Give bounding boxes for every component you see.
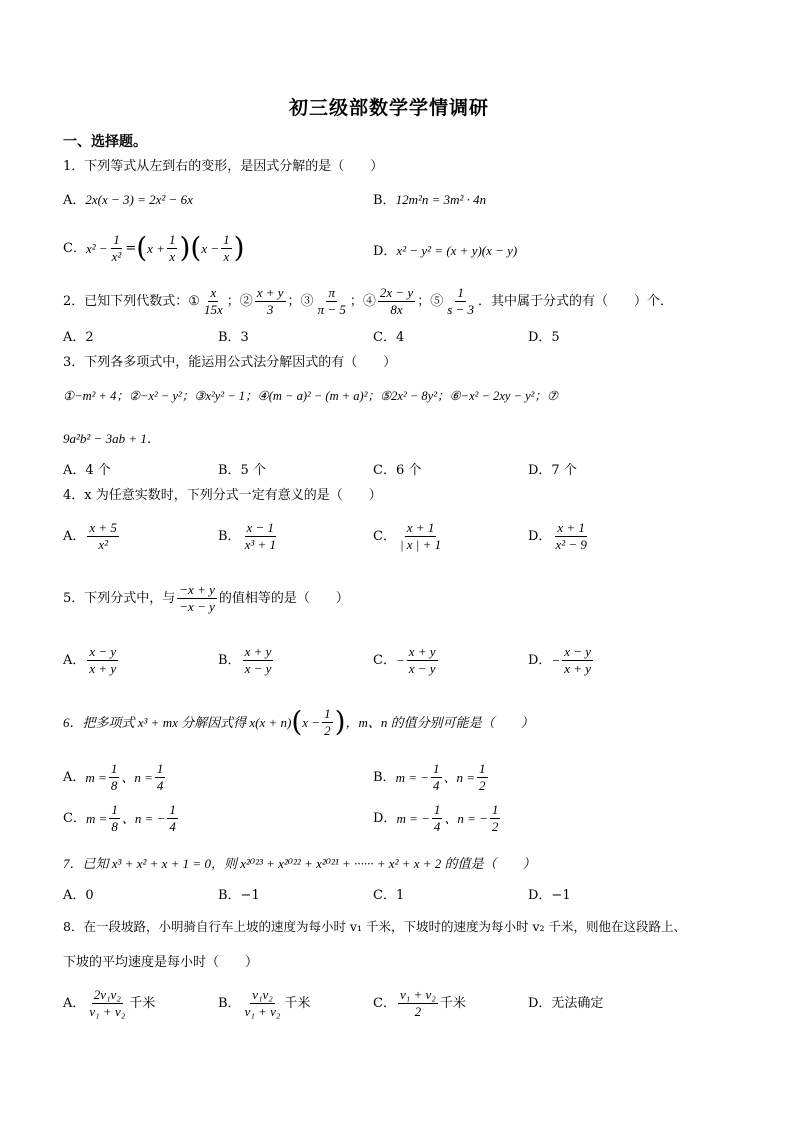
q3-option-d: D．7 个: [528, 463, 577, 478]
q1-a-label: A．: [63, 193, 86, 208]
q1-a-expr: 2x(x − 3) = 2x² − 6x: [85, 192, 193, 207]
q4-a-frac: $\frac{x + 5}{\text{x²}}$: [89, 520, 117, 552]
q5-stem-post: 的值相等的是（ ）: [218, 590, 349, 606]
q2-frac3: $\frac{\pi}{\pi - 5}$: [317, 285, 346, 317]
q6-option-c: [63, 803, 180, 833]
q5-a-label: A．: [63, 652, 86, 668]
q6-d-frac1: $\frac{1}{4}$: [433, 802, 441, 834]
q8-option-b: [218, 988, 310, 1018]
q4-d-label: D．: [528, 528, 552, 544]
q5-b-frac: $\frac{x + y}{x - y}$: [244, 644, 272, 676]
q6-d-m: m = −: [396, 810, 430, 826]
q5-c-label: C．: [373, 652, 396, 668]
q1-d-label: D．: [373, 244, 397, 259]
q6-c-label: C．: [63, 810, 86, 826]
q5-d-label: D．: [528, 652, 552, 668]
q8-a-label: A．: [63, 995, 86, 1011]
q2-c1: ①: [188, 293, 200, 309]
q2-frac2: $\frac{x + y}{3}$: [256, 285, 284, 317]
q4-b-frac: $\frac{x - 1}{\text{x³ + 1}}$: [244, 520, 277, 552]
q2-stem-text: 2．已知下列代数式：: [63, 293, 189, 309]
q2-c3: ；③: [287, 293, 314, 309]
q8-option-a: [63, 988, 155, 1018]
q1-b-expr: 12m²n = 3m² · 4n: [395, 192, 487, 207]
q2-c4: ；④: [349, 293, 376, 309]
q3-option-c: C．6 个: [373, 463, 422, 478]
q5-stem: [63, 583, 349, 613]
q8-line1: 8．在一段坡路，小明骑自行车上坡的速度为每小时 v₁ 千米，下坡时的速度为每小时 v₂ 千米，则他在这段路上、: [63, 919, 686, 934]
q8-b-unit: 千米: [284, 995, 311, 1011]
q4-stem: 4．x 为任意实数时，下列分式一定有意义的是（ ）: [63, 488, 382, 503]
q8-option-c: [373, 988, 466, 1018]
q1-c-frac2: $\frac{1}{x}$: [168, 232, 176, 264]
q6-d-label: D．: [373, 810, 397, 826]
q6-stem-term: x −: [302, 714, 321, 730]
q1-stem: 1．下列等式从左到右的变形，是因式分解的是（ ）: [63, 159, 384, 174]
q1-c-frac: $\frac{1}{\text{x²}}$: [111, 232, 122, 264]
q6-b-m: m = −: [395, 769, 429, 785]
q7-option-b: B．−1: [218, 888, 260, 903]
q8-b-label: B．: [218, 995, 241, 1011]
q6-stem: 6．把多项式 x³ + mx 分解因式得 x(x + n) ( x − $\frac{1}{2}$ ) ，m、n 的值分别可能是（ ）: [63, 705, 534, 739]
q5-c-frac: $\frac{x + y}{x - y}$: [408, 644, 436, 676]
q7-option-a: A．0: [63, 888, 94, 903]
q7-option-d: D．−1: [528, 888, 571, 903]
q2-tail: ．其中属于分式的有（ ）个．: [478, 293, 674, 309]
q2-frac5: $\frac{1}{s - 3}$: [447, 285, 475, 317]
q8-a-frac: $\frac{\text{2v₁v₂}}{\text{v₁ + v₂}}$: [89, 987, 126, 1019]
q2-frac4: $\frac{2x - y}{8x}$: [379, 285, 414, 317]
q4-d-frac: $\frac{x + 1}{\text{x² − 9}}$: [555, 520, 587, 552]
q4-option-c: [373, 521, 445, 551]
q1-c-term2: x −: [201, 240, 220, 256]
q1-c-lhs: x² −: [85, 240, 108, 256]
q8-c-unit: 千米: [439, 995, 466, 1011]
q1-option-c: C． x² − $\frac{1}{\text{x²}}$ = ( x + $\frac{1}{x}$ ) ( x − $\frac{1}{x}$ ): [63, 231, 245, 265]
q4-b-label: B．: [218, 528, 241, 544]
q8-c-label: C．: [373, 995, 396, 1011]
q3-line2: 9a²b² − 3ab + 1．: [63, 431, 160, 446]
q6-stem-pre: 6．把多项式 x³ + mx 分解因式得 x(x + n): [63, 714, 292, 730]
q6-c-frac1: $\frac{1}{8}$: [111, 802, 118, 834]
q8-b-frac: $\frac{\text{v₁v₂}}{\text{v₁ + v₂}}$: [244, 987, 281, 1019]
q5-b-label: B．: [218, 652, 241, 668]
q6-a-n: 、n =: [121, 769, 153, 785]
q8-line2: 下坡的平均速度是每小时（ ）: [63, 955, 259, 970]
q2-c2: ；②: [226, 293, 253, 309]
q6-a-frac2: $\frac{1}{4}$: [156, 761, 164, 793]
q4-option-a: [63, 521, 121, 551]
q1-option-a: [63, 193, 193, 207]
q6-b-frac1: $\frac{1}{4}$: [433, 761, 440, 793]
q4-a-label: A．: [63, 528, 86, 544]
q3-stem: 3．下列各多项式中，能运用公式法分解因式的有（ ）: [63, 355, 397, 370]
q6-c-m: m =: [85, 810, 108, 826]
q6-stem-frac: $\frac{1}{2}$: [324, 706, 331, 738]
q3-option-b: B．5 个: [218, 463, 266, 478]
q8-option-d: D．无法确定: [528, 996, 604, 1011]
q2-c5: ；⑤: [417, 293, 444, 309]
q5-stem-pre: 5．下列分式中，与: [63, 590, 176, 606]
q1-c-frac3: $\frac{1}{x}$: [223, 232, 230, 264]
q4-option-d: [528, 521, 591, 551]
q5-option-a: [63, 645, 120, 675]
q6-a-frac1: $\frac{1}{8}$: [110, 761, 118, 793]
q8-c-frac: $\frac{\text{v₁ + v₂}}{2}$: [399, 987, 436, 1019]
q5-option-d: [528, 645, 595, 675]
q2-option-b: B．3: [218, 330, 249, 345]
q6-c-n: 、n = −: [121, 810, 166, 826]
q1-c-term1: x +: [147, 240, 165, 256]
q2-option-a: A．2: [63, 330, 94, 345]
q6-b-n: 、n =: [443, 769, 476, 785]
q6-d-frac2: $\frac{1}{2}$: [491, 802, 499, 834]
page-title: 初三级部数学学情调研: [289, 97, 490, 119]
q6-option-a: [63, 762, 167, 792]
q1-d-expr: x² − y² = (x + y)(x − y): [396, 243, 518, 258]
q5-c-minus: −: [395, 652, 405, 668]
q6-b-label: B．: [373, 769, 396, 785]
q4-c-label: C．: [373, 528, 396, 544]
q5-a-frac: $\frac{x - y}{x + y}$: [89, 644, 117, 676]
q2-option-c: C．4: [373, 330, 405, 345]
q7-stem: 7．已知 x³ + x² + x + 1 = 0，则 x²⁰²³ + x²⁰²² + x²⁰²¹ + ······ + x² + x + 2 的值是（ ）: [63, 856, 536, 871]
q7-option-c: C．1: [373, 888, 405, 903]
q3-option-a: A．4 个: [63, 463, 111, 478]
q8-a-unit: 千米: [129, 995, 156, 1011]
q1-c-eq: =: [125, 240, 137, 256]
q5-stem-frac: $\frac{-x + y}{-x - y}$: [179, 582, 215, 614]
q3-line1: ①−m² + 4；②−x² − y²；③x²y² − 1；④(m − a)² − (m + a)²；⑤2x² − 8y²；⑥−x² − 2xy − y²；⑦: [63, 389, 559, 403]
q6-a-label: A．: [63, 769, 86, 785]
q6-option-d: [373, 803, 502, 833]
q5-option-b: [218, 645, 275, 675]
q1-option-d: [373, 244, 517, 258]
q4-option-b: [218, 521, 280, 551]
q6-c-frac2: $\frac{1}{4}$: [169, 802, 176, 834]
q6-option-b: [373, 762, 490, 792]
q2-stem: [63, 286, 673, 316]
q2-option-d: D．5: [528, 330, 560, 345]
q5-option-c: [373, 645, 440, 675]
q1-c-label: C．: [63, 240, 86, 256]
q4-c-frac: $\frac{x + 1}{| x | + 1}$: [399, 520, 442, 552]
q6-a-m: m =: [85, 769, 107, 785]
section-heading: 一、选择题。: [63, 134, 147, 150]
q6-stem-post: ，m、n 的值分别可能是（ ）: [345, 714, 534, 730]
q2-frac1: $\frac{x}{15x}$: [203, 285, 223, 317]
q6-d-n: 、n = −: [444, 810, 488, 826]
q1-b-label: B．: [373, 193, 396, 208]
q6-b-frac2: $\frac{1}{2}$: [479, 761, 486, 793]
q1-option-b: [373, 193, 486, 207]
q5-d-minus: −: [551, 652, 561, 668]
q5-d-frac: $\frac{x - y}{x + y}$: [564, 644, 592, 676]
